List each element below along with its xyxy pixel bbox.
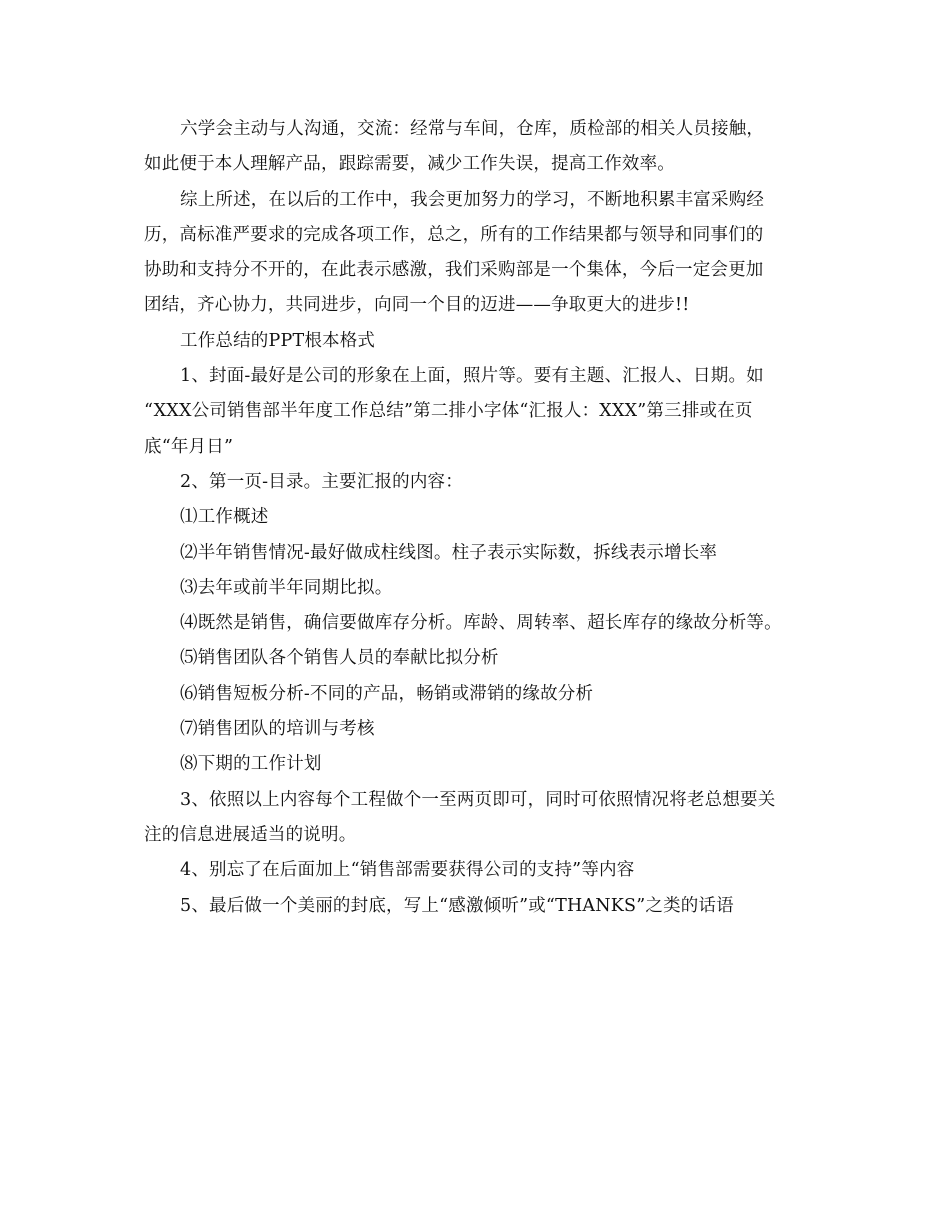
text-line: 历，高标准严要求的完成各项工作，总之，所有的工作结果都与领导和同事们的	[144, 224, 764, 245]
text-line: ⑵半年销售情况-最好做成柱线图。柱子表示实际数，拆线表示增长率	[180, 542, 718, 563]
text-line: ⑹销售短板分析-不同的产品，畅销或滞销的缘故分析	[180, 683, 594, 704]
text-line: 综上所述，在以后的工作中，我会更加努力的学习，不断地积累丰富采购经	[180, 189, 765, 210]
text-line: 协助和支持分不开的，在此表示感激，我们采购部是一个集体，今后一定会更加	[144, 260, 764, 281]
text-line: 4、别忘了在后面加上“销售部需要获得公司的支持”等内容	[180, 860, 635, 881]
text-line: 5、最后做一个美丽的封底，写上“感激倾听”或“THANKS”之类的话语	[180, 895, 734, 916]
text-line: 2、第一页-目录。主要汇报的内容：	[180, 471, 463, 492]
text-line: 1、封面-最好是公司的形象在上面，照片等。要有主题、汇报人、日期。如	[180, 366, 764, 387]
text-line: 如此便于本人理解产品，跟踪需要，减少工作失误，提高工作效率。	[144, 154, 675, 175]
section-heading: 工作总结的PPT根本格式	[180, 330, 376, 351]
text-line: ⑺销售团队的培训与考核	[180, 719, 375, 740]
text-line: 六学会主动与人沟通，交流：经常与车间，仓库，质检部的相关人员接触，	[180, 119, 765, 139]
text-line: “XXX公司销售部半年度工作总结”第二排小字体“汇报人：XXX”第三排或在页	[144, 401, 753, 422]
text-line: ⑻下期的工作计划	[180, 754, 322, 775]
text-line: ⑶去年或前半年同期比拟。	[180, 577, 393, 598]
text-line: 团结，齐心协力，共同进步，向同一个目的迈进——争取更大的进步!!	[144, 295, 690, 316]
text-line: ⑸销售团队各个销售人员的奉献比拟分析	[180, 648, 499, 669]
text-line: 注的信息进展适当的说明。	[144, 824, 357, 845]
text-line: ⑷既然是销售，确信要做库存分析。库龄、周转率、超长库存的缘故分析等。	[180, 613, 782, 634]
text-line: 底“年月日”	[144, 436, 234, 457]
document-body	[0, 112, 950, 924]
text-line: 3、依照以上内容每个工程做个一至两页即可，同时可依照情况将老总想要关	[180, 789, 776, 810]
text-line: ⑴工作概述	[180, 507, 269, 528]
